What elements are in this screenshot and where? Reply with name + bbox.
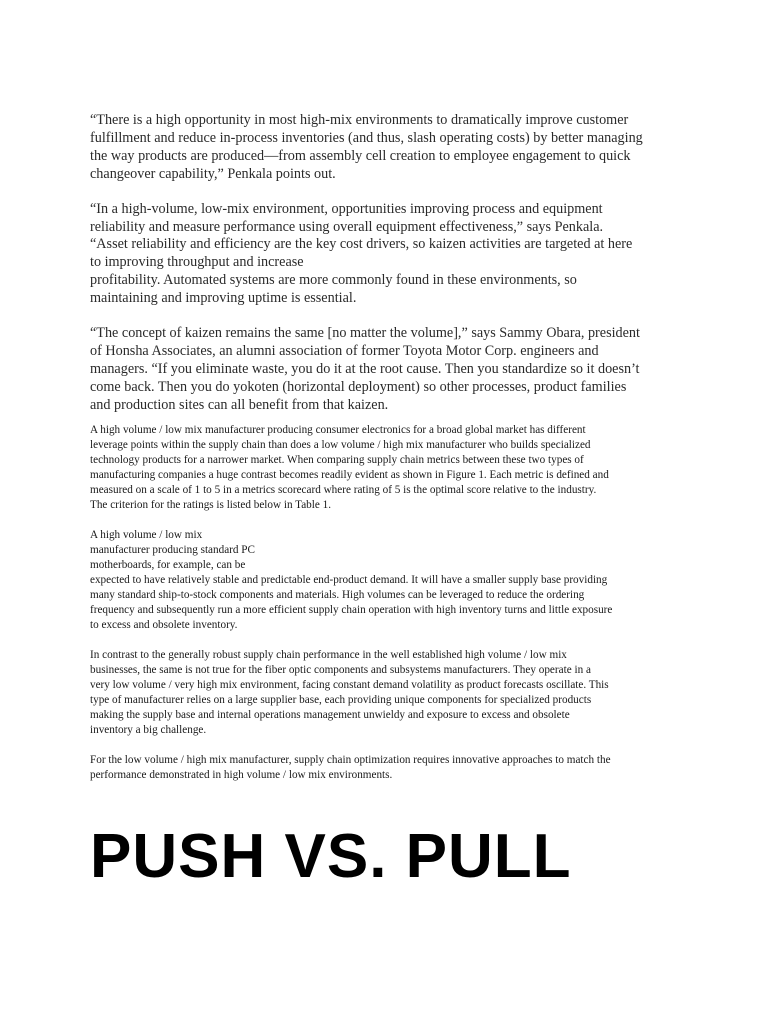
text-line: inventory a big challenge. bbox=[90, 723, 207, 736]
text-line: reliability and measure performance using overall equipment effectiveness,” says Penkala. bbox=[90, 218, 604, 235]
text-line: “The concept of kaizen remains the same [no matter the volume],” says Sammy Obara, president bbox=[90, 325, 640, 342]
text-line: A high volume / low mix bbox=[90, 528, 203, 541]
text-line: very low volume / very high mix environment, facing constant demand volatility as product forecasts oscillate. This bbox=[90, 678, 609, 691]
text-line: come back. Then you do yokoten (horizontal deployment) so other processes, product families bbox=[90, 378, 627, 395]
text-line: measured on a scale of 1 to 5 in a metrics scorecard where rating of 5 is the optimal score relative to the industry. bbox=[90, 483, 597, 496]
text-line: businesses, the same is not true for the fiber optic components and subsystems manufacturers. They operate in a bbox=[90, 663, 591, 676]
text-line: of Honsha Associates, an alumni association of former Toyota Motor Corp. engineers and bbox=[90, 342, 599, 359]
paragraph-penkala-high-volume bbox=[90, 201, 685, 308]
text-line: The criterion for the ratings is listed below in Table 1. bbox=[90, 498, 332, 511]
text-line: making the supply base and internal operations management unwieldy and exposure to excess and obsolete bbox=[90, 708, 570, 721]
text-line: to excess and obsolete inventory. bbox=[90, 618, 238, 631]
text-line: type of manufacturer relies on a large supplier base, each providing unique components for specialized products bbox=[90, 693, 592, 706]
paragraph-high-volume-pc bbox=[90, 528, 685, 633]
text-line: A high volume / low mix manufacturer producing consumer electronics for a broad global market has different bbox=[90, 423, 586, 436]
text-line: performance demonstrated in high volume / low mix environments. bbox=[90, 768, 393, 781]
text-line: managers. “If you eliminate waste, you do it at the root cause. Then you standardize so it doesn’t bbox=[90, 360, 640, 377]
text-line: profitability. Automated systems are more commonly found in these environments, so bbox=[90, 272, 577, 289]
paragraph-fiber-optic-contrast bbox=[90, 648, 685, 738]
text-line: and production sites can all benefit from that kaizen. bbox=[90, 396, 389, 413]
text-line: changeover capability,” Penkala points out. bbox=[90, 165, 336, 182]
section-heading: PUSH VS. PULL bbox=[90, 822, 572, 891]
text-line: “In a high-volume, low-mix environment, opportunities improving process and equipment bbox=[90, 200, 603, 217]
document-body bbox=[90, 112, 685, 783]
text-line: “There is a high opportunity in most high-mix environments to dramatically improve customer bbox=[90, 112, 629, 128]
text-line: In contrast to the generally robust supply chain performance in the well established high volume / low mix bbox=[90, 648, 567, 661]
paragraph-penkala-high-mix bbox=[90, 112, 685, 184]
text-line: many standard ship-to-stock components and materials. High volumes can be leveraged to reduce the ordering bbox=[90, 588, 585, 601]
text-line: to improving throughput and increase bbox=[90, 254, 304, 271]
text-line: manufacturing companies a huge contrast becomes readily evident as shown in Figure 1. Each metric is defined and bbox=[90, 468, 609, 481]
text-line: technology products for a narrower market. When comparing supply chain metrics between these two types of bbox=[90, 453, 584, 466]
text-line: frequency and subsequently run a more efficient supply chain operation with high inventory turns and little exposure bbox=[90, 603, 613, 616]
paragraph-leverage-points bbox=[90, 423, 685, 513]
text-line: motherboards, for example, can be bbox=[90, 558, 246, 571]
paragraph-optimization bbox=[90, 753, 685, 783]
article-section bbox=[90, 423, 685, 783]
text-line: the way products are produced—from assembly cell creation to employee engagement to quick bbox=[90, 147, 631, 164]
text-line: manufacturer producing standard PC bbox=[90, 543, 255, 556]
text-line: maintaining and improving uptime is essential. bbox=[90, 290, 357, 307]
text-line: leverage points within the supply chain than does a low volume / high mix manufacturer who builds specialized bbox=[90, 438, 591, 451]
quote-section bbox=[90, 112, 685, 415]
text-line: “Asset reliability and efficiency are the key cost drivers, so kaizen activities are targeted at here bbox=[90, 236, 633, 253]
paragraph-obara-quote bbox=[90, 325, 685, 415]
text-line: For the low volume / high mix manufacturer, supply chain optimization requires innovative approaches to match the bbox=[90, 753, 611, 766]
text-line: expected to have relatively stable and predictable end-product demand. It will have a smaller supply base providing bbox=[90, 573, 608, 586]
text-line: fulfillment and reduce in-process inventories (and thus, slash operating costs) by better managing bbox=[90, 129, 643, 146]
